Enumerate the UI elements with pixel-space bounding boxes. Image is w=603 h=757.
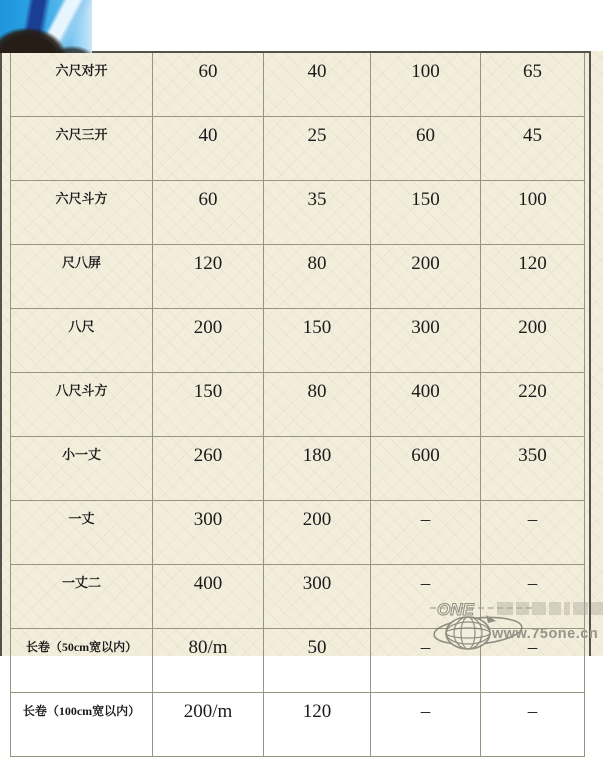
row-label: 长卷（50cm宽以内） xyxy=(11,629,153,693)
cell-value-2: 80 xyxy=(264,373,371,437)
row-label: 八尺斗方 xyxy=(11,373,153,437)
cell-value-4: 350 xyxy=(481,437,585,501)
cell-value-3: 60 xyxy=(371,117,481,181)
cell-value-1: 60 xyxy=(153,53,264,117)
cell-value-4: 220 xyxy=(481,373,585,437)
cell-value-1: 60 xyxy=(153,181,264,245)
cell-value-1: 150 xyxy=(153,373,264,437)
cell-value-3: – xyxy=(371,693,481,757)
cell-value-4: 100 xyxy=(481,181,585,245)
cell-value-1: 120 xyxy=(153,245,264,309)
cell-value-3: – xyxy=(371,565,481,629)
cell-value-3: – xyxy=(371,501,481,565)
logo-text: ONE xyxy=(437,600,474,619)
cell-value-2: 25 xyxy=(264,117,371,181)
cell-value-1: 200/m xyxy=(153,693,264,757)
table-row xyxy=(11,181,585,245)
row-label: 八尺 xyxy=(11,309,153,373)
cell-value-1: 80/m xyxy=(153,629,264,693)
panel-border-right xyxy=(589,51,591,656)
cell-value-1: 260 xyxy=(153,437,264,501)
cell-value-4: – xyxy=(481,693,585,757)
cell-value-2: 35 xyxy=(264,181,371,245)
table-row xyxy=(11,117,585,181)
cell-value-4: – xyxy=(481,629,585,693)
cell-value-4: 65 xyxy=(481,53,585,117)
cell-value-3: 400 xyxy=(371,373,481,437)
row-label: 长卷（100cm宽以内） xyxy=(11,693,153,757)
table-row xyxy=(11,501,585,565)
cell-value-2: 300 xyxy=(264,565,371,629)
cell-value-3: 150 xyxy=(371,181,481,245)
row-label: 一丈二 xyxy=(11,565,153,629)
cell-value-2: 200 xyxy=(264,501,371,565)
cell-value-4: – xyxy=(481,501,585,565)
table-row xyxy=(11,373,585,437)
table-row xyxy=(11,437,585,501)
cell-value-3: 200 xyxy=(371,245,481,309)
row-label: 六尺斗方 xyxy=(11,181,153,245)
table-row xyxy=(11,245,585,309)
cell-value-1: 200 xyxy=(153,309,264,373)
watermark-url: www.75one.cn xyxy=(492,626,599,642)
price-table-panel xyxy=(0,51,603,722)
row-label: 六尺三开 xyxy=(11,117,153,181)
cell-value-1: 40 xyxy=(153,117,264,181)
cell-value-1: 400 xyxy=(153,565,264,629)
row-label: 小一丈 xyxy=(11,437,153,501)
row-label: 尺八屏 xyxy=(11,245,153,309)
cell-value-2: 180 xyxy=(264,437,371,501)
row-label: 一丈 xyxy=(11,501,153,565)
cell-value-4: 120 xyxy=(481,245,585,309)
cell-value-1: 300 xyxy=(153,501,264,565)
cell-value-4: 200 xyxy=(481,309,585,373)
table-row xyxy=(11,53,585,117)
thumbnail-photo[interactable] xyxy=(0,0,92,53)
watermark-faint-text xyxy=(497,602,603,616)
cell-value-2: 120 xyxy=(264,693,371,757)
cell-value-2: 50 xyxy=(264,629,371,693)
cell-value-3: 300 xyxy=(371,309,481,373)
cell-value-2: 80 xyxy=(264,245,371,309)
cell-value-3: 600 xyxy=(371,437,481,501)
cell-value-3: 100 xyxy=(371,53,481,117)
cell-value-3: – xyxy=(371,629,481,693)
table-row xyxy=(11,693,585,757)
cell-value-4: – xyxy=(481,565,585,629)
panel-border-left xyxy=(0,51,2,656)
cell-value-4: 45 xyxy=(481,117,585,181)
row-label: 六尺对开 xyxy=(11,53,153,117)
cell-value-2: 150 xyxy=(264,309,371,373)
cell-value-2: 40 xyxy=(264,53,371,117)
table-row xyxy=(11,309,585,373)
